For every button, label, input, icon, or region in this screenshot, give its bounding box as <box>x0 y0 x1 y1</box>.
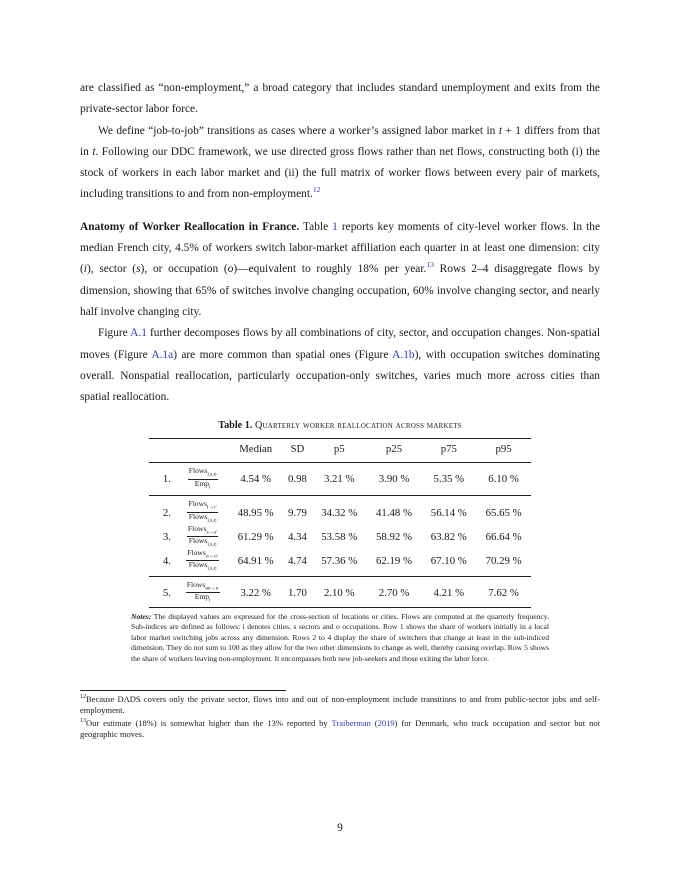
table-cell: 5.35 % <box>421 463 476 496</box>
row-number: 1. <box>149 463 177 496</box>
table-cell: 62.19 % <box>367 549 422 577</box>
table-row <box>149 463 531 496</box>
column-header: p5 <box>312 439 367 463</box>
table-cell: 4.74 <box>283 549 312 577</box>
table-cell: 48.95 % <box>237 506 274 519</box>
table-cell: 67.10 % <box>421 549 476 577</box>
footnote-rule <box>80 690 286 691</box>
column-header: p25 <box>367 439 422 463</box>
table-cell: 4.54 % <box>228 463 283 496</box>
table-cell: 3.22 % <box>228 576 283 607</box>
footnote-13: $^{13}$Our estimate (18%) is somewhat higher than the 13% reported by Traiberman (2019) for Denmark, who track occupation and sector but not geographic moves. <box>80 717 600 740</box>
table-cell: 53.58 % <box>321 530 358 543</box>
table-row <box>149 496 531 525</box>
column-header: Median <box>228 439 283 463</box>
table-cell: 63.82 % <box>430 530 467 543</box>
reallocation-table <box>149 438 531 607</box>
column-header: p75 <box>421 439 476 463</box>
table-cell: 65.65 % <box>485 506 522 519</box>
row-number: 4. <box>149 549 177 577</box>
row-number: 2. <box>162 506 171 519</box>
figure-ref-a1[interactable]: A.1 <box>130 327 147 340</box>
table-cell: 1.70 <box>283 576 312 607</box>
paragraph-2: We define “job-to-job” transitions as cases where a worker’s assigned labor market in t + 1 differs from that in t. Following our DDC framework, we use directed gross flows rather than net flows, constructing both (i) the stock of workers in each labor market and (ii) the full matrix of worker flows between every pair of markets, including transitions to and from non-employment.$^{12}$ <box>80 124 600 201</box>
table-cell: 3.21 % <box>312 463 367 496</box>
row-label-fraction: $\frac{Flows_{i,s,o}}{Emp_i}$ <box>177 463 228 496</box>
column-header: SD <box>283 439 312 463</box>
table-cell: 7.62 % <box>476 576 531 607</box>
table-cell: 6.10 % <box>476 463 531 496</box>
figure-ref-a1a[interactable]: A.1a <box>151 348 174 361</box>
paragraph-4: Figure A.1 further decomposes flows by all combinations of city, sector, and occupation changes. Non-spatial moves (Figure A.1a) are more common than spatial ones (Figure A.1b), with occupation switches dominating overall. Nonspatial reallocation, particularly occupation-only switches, varies much more across cities than spatial reallocation. <box>80 327 600 404</box>
table-cell: 2.70 % <box>367 576 422 607</box>
row-label-fraction: $\frac{Flows_{s\to s'}}{Flows_{i,s,o}}$ <box>187 523 218 548</box>
table-header-row <box>149 439 531 463</box>
row-label-fraction: $\frac{Flows_{ne\to e}}{Emp_i}$ <box>177 576 228 607</box>
table-block <box>80 420 600 664</box>
table-cell: 34.32 % <box>321 506 358 519</box>
table-row <box>149 576 531 607</box>
table-cell: 61.29 % <box>237 530 274 543</box>
citation-year-link[interactable]: 2019 <box>377 717 395 728</box>
table-cell: 57.36 % <box>312 549 367 577</box>
table-cell: 3.90 % <box>367 463 422 496</box>
table-cell: 0.98 <box>283 463 312 496</box>
table-cell: 58.92 % <box>376 530 413 543</box>
page-number: 9 <box>337 822 343 834</box>
table-caption: Table 1. Quarterly worker reallocation across markets <box>218 420 462 432</box>
table-cell: 56.14 % <box>430 506 467 519</box>
column-header: p95 <box>476 439 531 463</box>
footnote-12: $^{12}$Because DADS covers only the private sector, flows into and out of non-employment include transitions to and from public-sector jobs and self-employment. <box>80 693 600 716</box>
table-cell: 66.64 % <box>485 530 522 543</box>
table-cell: 4.34 <box>288 530 307 543</box>
footnote-ref-13[interactable]: 13 <box>426 260 434 270</box>
table-row <box>149 525 531 549</box>
page-body <box>80 78 600 741</box>
row-number: 5. <box>149 576 177 607</box>
table-cell: 2.10 % <box>312 576 367 607</box>
table-cell: 4.21 % <box>421 576 476 607</box>
table-notes: Notes: The displayed values are expressed for the cross-section of locations or cities. Flows are computed at the quarterly frequency. Sub-indices are defined as follows: i denotes cities, s sectors and o occupations. Row 1 shows the share of workers initially in a local labor market switching jobs across any dimension. Rows 2 to 4 display the share of switchers that change at least in the sub-indiced dimension. They do not sum to 100 as they allow for the two other dimensions to change as well, thereby causing overlap. Row 5 shows the share of workers leaving non-employment. It encompasses both new job-seekers and those exiting the labor force. <box>131 611 549 663</box>
figure-ref-a1b[interactable]: A.1b <box>392 348 415 361</box>
row-label-fraction: $\frac{Flows_{o\to o'}}{Flows_{i,s,o}}$ <box>177 549 228 577</box>
paragraph-3: Anatomy of Worker Reallocation in France. Table 1 reports key moments of city-level worker flows. In the median French city, 4.5% of workers switch labor-market affiliation each quarter in at least one dimension: city (i), sector (s), or occupation (o)—equivalent to roughly 18% per year.$^{13}$ Rows 2–4 disaggregate flows by dimension, showing that 65% of switches involve changing occupation, 60% involve changing sector, and nearly half involve changing city. <box>80 220 600 318</box>
table-cell: 64.91 % <box>228 549 283 577</box>
table-cell: 9.79 <box>288 506 307 519</box>
table-ref-link[interactable]: 1 <box>332 220 338 233</box>
citation-author-link[interactable]: Traiberman <box>331 717 371 728</box>
row-label-fraction: $\frac{Flows_{i\to i'}}{Flows_{i,s,o}}$ <box>188 499 217 524</box>
section-heading: Anatomy of Worker Reallocation in France. <box>80 220 300 233</box>
table-cell: 41.48 % <box>376 506 413 519</box>
table-cell: 70.29 % <box>476 549 531 577</box>
footnote-ref-12[interactable]: 12 <box>312 185 321 195</box>
paragraph-1: are classified as “non-employment,” a broad category that includes standard unemployment and exits from the private-sector labor force. <box>80 82 600 116</box>
table-row <box>149 549 531 577</box>
row-number: 3. <box>162 530 171 543</box>
